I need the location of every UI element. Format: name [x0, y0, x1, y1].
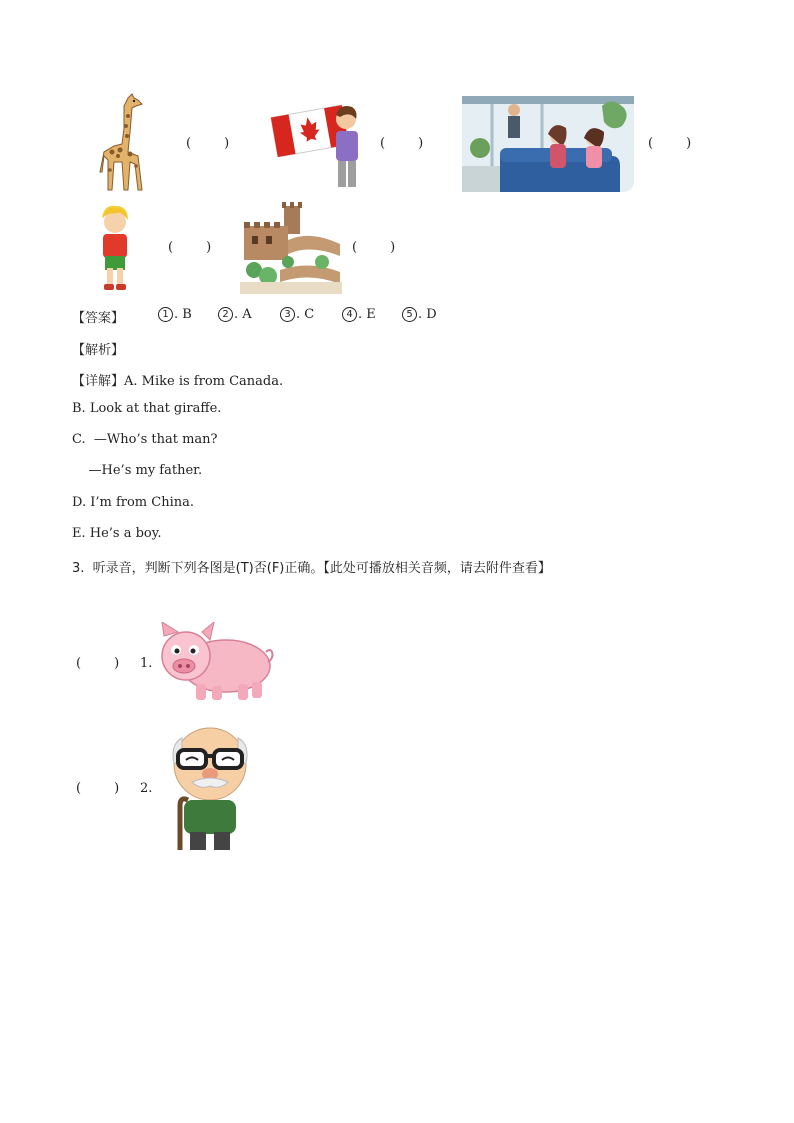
grandfather-image	[160, 724, 262, 854]
answer-blank-4[interactable]: ( )	[168, 240, 212, 255]
analysis-line-b: B. Look at that giraffe.	[72, 401, 222, 416]
q3-answer-blank-1[interactable]: ( )	[76, 656, 120, 671]
answer-item-1: 1 . B	[158, 307, 192, 322]
boy-image	[96, 204, 132, 292]
analysis-line-e: E. He’s a boy.	[72, 526, 162, 541]
q3-item-number-2: 2.	[140, 781, 153, 796]
q3-item-number-1: 1.	[140, 656, 153, 671]
answer-item-3: 3 . C	[280, 307, 314, 322]
analysis-line-c: C. —Who’s that man?	[72, 432, 218, 447]
canada-flag-boy-image	[270, 97, 368, 189]
giraffe-image	[92, 92, 154, 196]
question-3-text: 3. 听录音，判断下列各图是(T)否(F)正确。【此处可播放相关音频，请去附件查看】	[72, 561, 551, 576]
answer-item-5: 5 . D	[402, 307, 437, 322]
answer-blank-3[interactable]: ( )	[648, 136, 692, 151]
pig-image	[156, 622, 276, 704]
answer-item-2: 2 . A	[218, 307, 252, 322]
analysis-line-a: 【详解】A. Mike is from Canada.	[72, 374, 284, 389]
analysis-label: 【解析】	[72, 343, 125, 358]
answer-blank-2[interactable]: ( )	[380, 136, 424, 151]
answer-label: 【答案】	[72, 311, 125, 326]
analysis-line-c2: —He’s my father.	[72, 463, 203, 478]
family-livingroom-image	[462, 96, 634, 192]
answer-item-4: 4 . E	[342, 307, 376, 322]
great-wall-image	[240, 200, 342, 294]
answer-blank-1[interactable]: ( )	[186, 136, 230, 151]
analysis-line-d: D. I’m from China.	[72, 495, 194, 510]
answer-blank-5[interactable]: ( )	[352, 240, 396, 255]
q3-answer-blank-2[interactable]: ( )	[76, 781, 120, 796]
